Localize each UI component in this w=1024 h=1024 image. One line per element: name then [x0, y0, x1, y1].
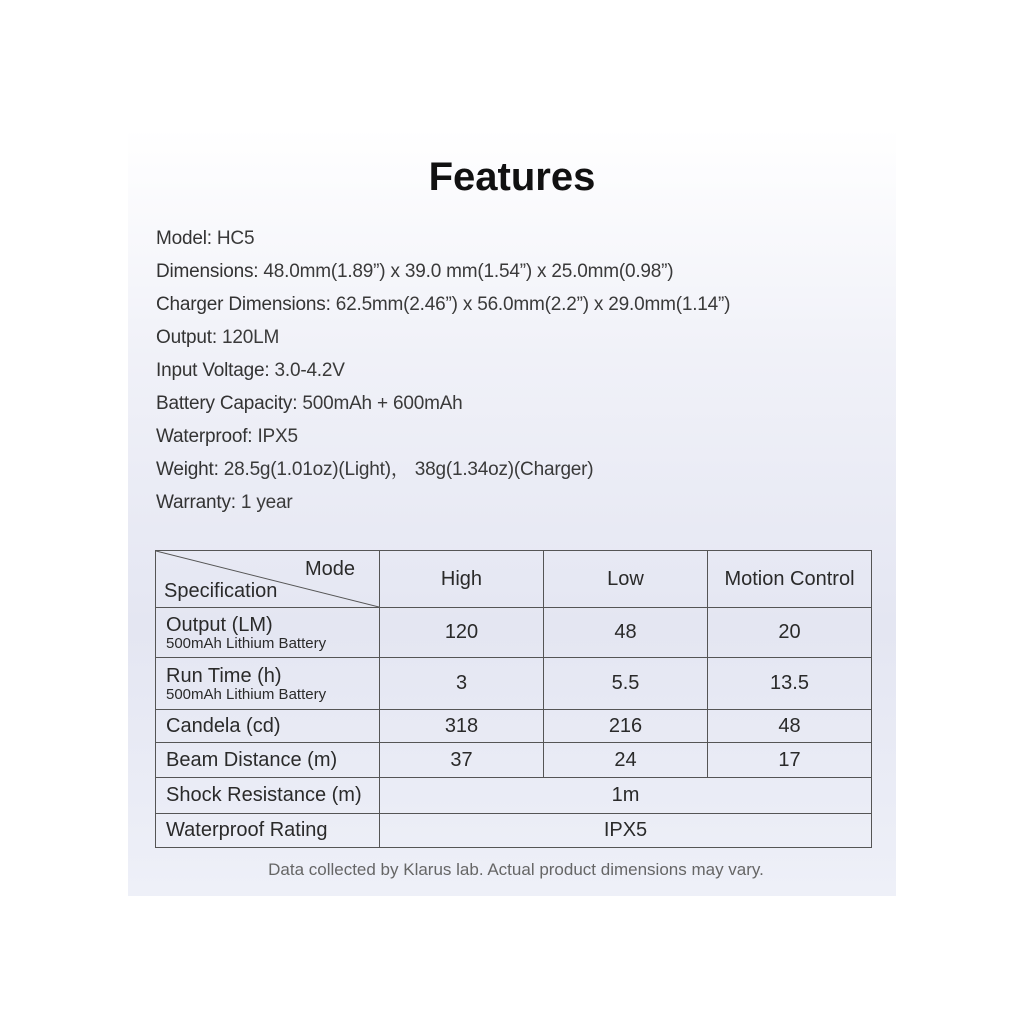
table-cell: 48 [708, 710, 872, 743]
table-cell: 37 [380, 743, 544, 778]
spec-input-voltage: Input Voltage: 3.0-4.2V [156, 360, 345, 381]
table-cell: 20 [708, 608, 872, 658]
footer-note: Data collected by Klarus lab. Actual product dimensions may vary. [268, 860, 764, 879]
table-row [156, 778, 872, 814]
row-label-waterproof-rating: Waterproof Rating [156, 814, 380, 848]
row-label-run-time: Run Time (h) 500mAh Lithium Battery [156, 658, 380, 710]
table-cell: 120 [380, 608, 544, 658]
table-cell: 216 [544, 710, 708, 743]
table-cell: 3 [380, 658, 544, 710]
spec-table [155, 550, 872, 848]
table-cell: 17 [708, 743, 872, 778]
header-mode-label: Mode [304, 558, 355, 580]
spec-charger-dimensions: Charger Dimensions: 62.5mm(2.46”) x 56.0mm(2.2”) x 29.0mm(1.14”) [156, 294, 731, 315]
table-header-row [156, 551, 872, 608]
table-row [156, 608, 872, 658]
table-row [156, 710, 872, 743]
page-title: Features [428, 155, 596, 199]
column-header-low: Low [544, 551, 708, 608]
header-corner-cell [156, 551, 380, 608]
table-row [156, 814, 872, 848]
table-cell: 24 [544, 743, 708, 778]
spec-battery-capacity: Battery Capacity: 500mAh + 600mAh [156, 393, 463, 414]
row-label-candela: Candela (cd) [156, 710, 380, 743]
spec-output: Output: 120LM [156, 327, 280, 348]
table-cell: 5.5 [544, 658, 708, 710]
column-header-motion-control: Motion Control [708, 551, 872, 608]
spec-warranty: Warranty: 1 year [156, 492, 293, 513]
row-label-output: Output (LM) 500mAh Lithium Battery [156, 608, 380, 658]
table-row [156, 743, 872, 778]
table-row [156, 658, 872, 710]
table-cell: 48 [544, 608, 708, 658]
spec-dimensions: Dimensions: 48.0mm(1.89”) x 39.0 mm(1.54”) x 25.0mm(0.98”) [156, 261, 674, 282]
column-header-high: High [380, 551, 544, 608]
table-cell: 13.5 [708, 658, 872, 710]
table-cell-merged: IPX5 [380, 814, 872, 848]
table-cell-merged: 1m [380, 778, 872, 814]
spec-weight: Weight: 28.5g(1.01oz)(Light)， 38g(1.34oz)(Charger) [156, 459, 594, 480]
spec-waterproof: Waterproof: IPX5 [156, 426, 298, 447]
spec-model: Model: HC5 [156, 228, 255, 249]
table-cell: 318 [380, 710, 544, 743]
spec-list [156, 222, 730, 519]
header-spec-label: Specification [164, 580, 278, 602]
row-label-beam-distance: Beam Distance (m) [156, 743, 380, 778]
row-label-shock-resistance: Shock Resistance (m) [156, 778, 380, 814]
